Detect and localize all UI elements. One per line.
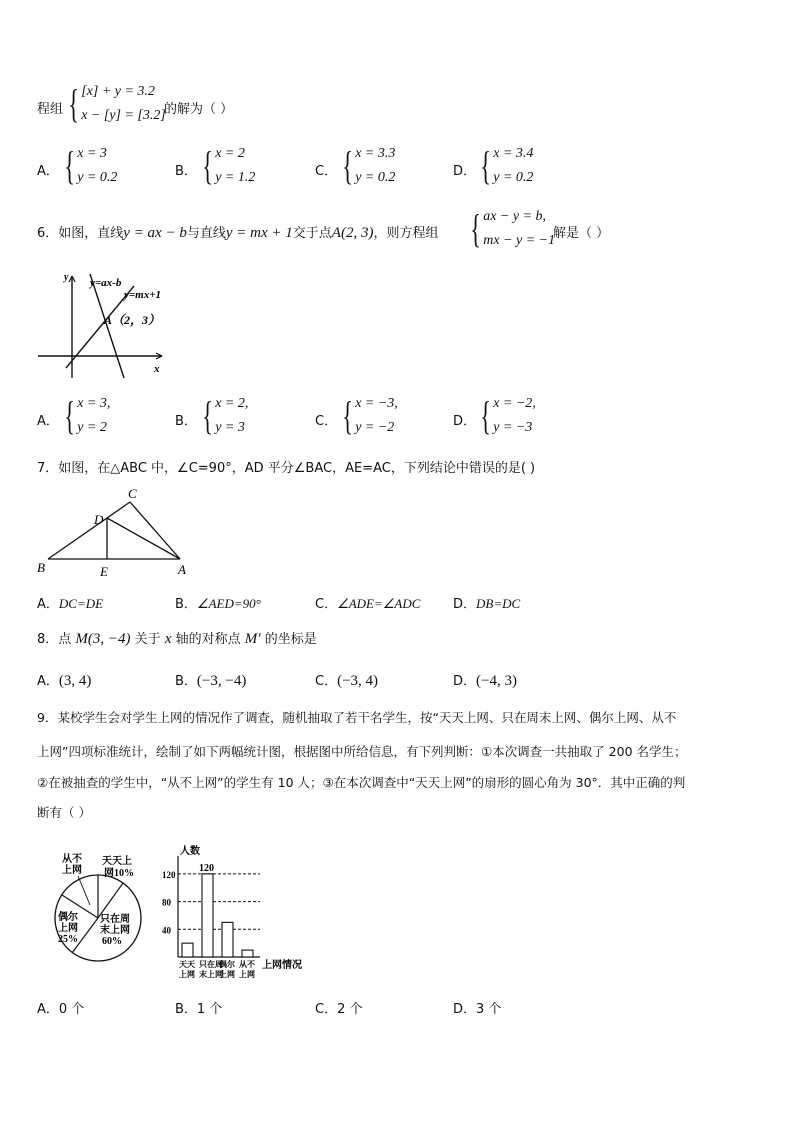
q8-opt-d-label: D．	[453, 674, 477, 689]
q9-bar-chart	[152, 842, 312, 980]
q9-line3: ②在被抽查的学生中，“从不上网”的学生有 10 人；③在本次调查中“天天上网”的扇形的圆心角为 30°．其中正确的判	[37, 775, 686, 790]
q7-label-c: C	[128, 486, 137, 501]
q5-opt-a[interactable]: { x = 3 y = 0.2	[64, 143, 118, 188]
q8-opt-a[interactable]	[37, 670, 91, 690]
q9-opt-d-label: D．	[453, 1002, 477, 1017]
q9-pie-l8: 末上网	[100, 925, 130, 936]
q9-opt-b[interactable]	[175, 998, 222, 1017]
q5-opt-a-l2: y = 0.2	[77, 170, 118, 185]
q8-text-b: 关于	[134, 632, 161, 647]
q6-line1: y = ax − b	[123, 225, 187, 241]
q9-cat-0-0: 天天	[179, 960, 195, 969]
q5-opt-a-l1: x = 3	[77, 146, 107, 161]
q8-opt-d[interactable]	[453, 670, 517, 690]
q7-bisector-ad	[107, 518, 180, 559]
q8-opt-c-label: C．	[315, 674, 338, 689]
q8-point: M(3, −4)	[75, 631, 131, 647]
q6-eq2: mx − y = −1	[483, 233, 556, 248]
q8-opt-a-label: A．	[37, 674, 59, 689]
q8-opt-c[interactable]	[315, 670, 378, 690]
q8-text-c: 轴的对称点	[175, 632, 241, 647]
q9-opt-c[interactable]	[315, 998, 362, 1017]
q9-bar-0	[182, 943, 193, 957]
q9-line1: 9．某校学生会对学生上网的情况作了调查，随机抽取了若干名学生，按“天天上网、只在周末上网、偶尔上网、从不	[37, 710, 677, 725]
q6-opt-a-l2: y = 2	[77, 420, 107, 435]
q9-ytick-40: 40	[162, 925, 171, 936]
q6-opt-c-l1: x = −3,	[355, 396, 398, 411]
q8-opt-a-text: (3, 4)	[58, 673, 92, 689]
q5-opt-b-l2: y = 1.2	[215, 170, 256, 185]
q5-prefix: 程组	[37, 102, 64, 117]
q5-opt-d-l1: x = 3.4	[493, 146, 534, 161]
q6-fig-l2-label: y=mx+1	[124, 289, 161, 301]
q7-label-a: A	[178, 562, 186, 577]
q7-opt-c[interactable]	[315, 593, 420, 612]
q6-text-e: 解是（ ）	[553, 226, 610, 241]
q7-opt-b[interactable]	[175, 593, 261, 612]
q7-opt-d-text: DB=DC	[476, 596, 521, 611]
q9-ytick-120: 120	[162, 869, 176, 880]
q9-opt-c-text: 2 个	[337, 1002, 363, 1017]
q6-opt-b-l2: y = 3	[215, 420, 245, 435]
q7-opt-a-label: A．	[37, 597, 59, 612]
q7-opt-a[interactable]	[37, 593, 103, 612]
q7-opt-b-label: B．	[175, 597, 197, 612]
q6-opt-d-label: D．	[453, 414, 477, 429]
q5-opt-d[interactable]: { x = 3.4 y = 0.2	[480, 143, 534, 188]
q6-text-d: ，则方程组	[373, 226, 439, 241]
q7-side-bc	[48, 502, 130, 559]
q8-opt-b-label: B．	[175, 674, 197, 689]
q9-opt-b-label: B．	[175, 1002, 197, 1017]
q8-text-a: 8．点	[37, 632, 72, 647]
q7-side-ca	[130, 502, 180, 559]
q5-opt-c[interactable]: { x = 3.3 y = 0.2	[342, 143, 396, 188]
q9-bar-2	[222, 922, 233, 957]
q6-text-a: 6．如图，直线	[37, 226, 124, 241]
q9-bar-1	[202, 874, 213, 957]
q6-system: { ax − y = b, mx − y = −1	[470, 206, 556, 251]
q6-fig-point-label: A（2，3）	[104, 313, 161, 327]
q9-opt-a[interactable]	[37, 998, 84, 1017]
q9-opt-d-text: 3 个	[476, 1002, 502, 1017]
q9-opt-b-text: 1 个	[196, 1002, 223, 1017]
q6-opt-b-l1: x = 2,	[215, 396, 249, 411]
q9-opt-a-label: A．	[37, 1002, 59, 1017]
q9-bar-y-label: 人数	[180, 846, 200, 857]
q6-text-c: 交于点	[292, 226, 332, 241]
q9-pie-l0: 从不	[62, 854, 82, 865]
q6-opt-c[interactable]: { x = −3, y = −2	[342, 393, 398, 438]
q9-opt-d[interactable]	[453, 998, 501, 1017]
q5-opt-b[interactable]: { x = 2 y = 1.2	[202, 143, 256, 188]
q6-opt-d-l1: x = −2,	[493, 396, 536, 411]
q5-eq1: [x] + y = 3.2	[81, 84, 155, 99]
q9-cat-1-0: 只在周	[199, 960, 223, 969]
q9-pie-divider-2	[98, 883, 123, 918]
q9-bar-annotation: 120	[199, 862, 214, 874]
q5-opt-c-l2: y = 0.2	[355, 170, 396, 185]
q9-bar-3	[242, 950, 253, 957]
q7-opt-a-text: DC=DE	[58, 596, 104, 611]
q6-opt-c-label: C．	[315, 414, 338, 429]
q9-opt-a-text: 0 个	[58, 1002, 85, 1017]
q9-bar-x-label: 上网情况	[262, 960, 302, 971]
q8-stem	[37, 628, 317, 648]
q8-point2: M′	[244, 631, 261, 647]
q6-opt-a-label: A．	[37, 414, 59, 429]
q9-cat-2-1: 上网	[219, 970, 235, 979]
q9-pie-l1: 上网	[62, 865, 82, 876]
q9-pie-l5: 上网	[58, 923, 78, 934]
q9-cat-2-0: 偶尔	[219, 960, 235, 969]
q7-label-b: B	[37, 560, 45, 575]
q5-eq2: x − [y] = [3.2]	[81, 108, 166, 123]
q9-pie-l3: 网10%	[104, 868, 134, 879]
q9-pie-l9: 60%	[102, 936, 122, 947]
q9-line2: 上网”四项标准统计，绘制了如下两幅统计图，根据图中所给信息，有下列判断：①本次调查一共抽取了 200 名学生；	[37, 744, 687, 759]
q9-pie-l4: 偶尔	[58, 912, 78, 923]
q5-suffix: 的解为（ ）	[164, 102, 234, 117]
q7-opt-c-text: ∠ADE=∠ADC	[337, 596, 421, 611]
q6-opt-b[interactable]: { x = 2, y = 3	[202, 393, 249, 438]
q9-cat-1-1: 末上网	[199, 970, 223, 979]
q5-opt-b-l1: x = 2	[215, 146, 245, 161]
q7-opt-d-label: D．	[453, 597, 477, 612]
q5-opt-d-label: D．	[453, 164, 477, 179]
q6-eq1: ax − y = b,	[483, 209, 547, 224]
q8-opt-b-text: (−3, −4)	[196, 673, 247, 689]
q8-opt-b[interactable]	[175, 670, 246, 690]
q9-cat-3-0: 从不	[239, 960, 255, 969]
q6-line2: y = mx + 1	[225, 225, 293, 241]
q9-line4: 断有（ ）	[37, 805, 91, 820]
q9-pie-l6: 25%	[58, 934, 78, 945]
q6-figure	[34, 268, 174, 384]
q5-opt-b-label: B．	[175, 164, 197, 179]
q9-cat-0-1: 上网	[179, 970, 195, 979]
q7-figure	[34, 484, 194, 580]
q5-system	[64, 80, 166, 128]
q5-opt-a-label: A．	[37, 164, 59, 179]
q7-label-d: D	[94, 512, 104, 527]
q6-point: A(2, 3)	[331, 225, 374, 241]
q6-opt-a-l1: x = 3,	[77, 396, 111, 411]
q7-opt-c-label: C．	[315, 597, 338, 612]
q9-pie-l2: 天天上	[102, 856, 132, 867]
q6-text-b: 与直线	[186, 226, 226, 241]
q7-opt-d[interactable]	[453, 593, 520, 612]
q8-text-d: 的坐标是	[264, 632, 317, 647]
q6-opt-c-l2: y = −2	[355, 420, 395, 435]
q5-opt-d-l2: y = 0.2	[493, 170, 534, 185]
q8-opt-c-text: (−3, 4)	[337, 673, 379, 689]
q8-opt-d-text: (−4, 3)	[476, 673, 517, 689]
q9-pie-chart	[50, 850, 150, 965]
q6-opt-a[interactable]: { x = 3, y = 2	[64, 393, 111, 438]
q8-axis: x	[164, 631, 172, 647]
q6-opt-b-label: B．	[175, 414, 197, 429]
q7-stem: 7．如图，在△ABC 中，∠C=90°，AD 平分∠BAC，AE=AC，下列结论中错误的是( )	[37, 461, 536, 476]
q9-opt-c-label: C．	[315, 1002, 338, 1017]
q5-opt-c-l1: x = 3.3	[355, 146, 396, 161]
q9-cat-3-1: 上网	[239, 970, 255, 979]
q6-fig-x-label: x	[154, 363, 160, 375]
q6-stem	[37, 222, 438, 242]
q6-opt-d[interactable]: { x = −2, y = −3	[480, 393, 536, 438]
q5-brace: {	[68, 81, 79, 126]
q6-fig-l1-label: y=ax-b	[90, 277, 122, 289]
q9-pie-leader	[78, 876, 90, 905]
q7-opt-b-text: ∠AED=90°	[196, 596, 261, 611]
q7-label-e: E	[100, 564, 108, 579]
q6-fig-y-label: y	[64, 272, 69, 283]
q9-ytick-80: 80	[162, 897, 171, 908]
q6-opt-d-l2: y = −3	[493, 420, 533, 435]
q5-opt-c-label: C．	[315, 164, 338, 179]
q9-pie-l7: 只在周	[100, 914, 130, 925]
